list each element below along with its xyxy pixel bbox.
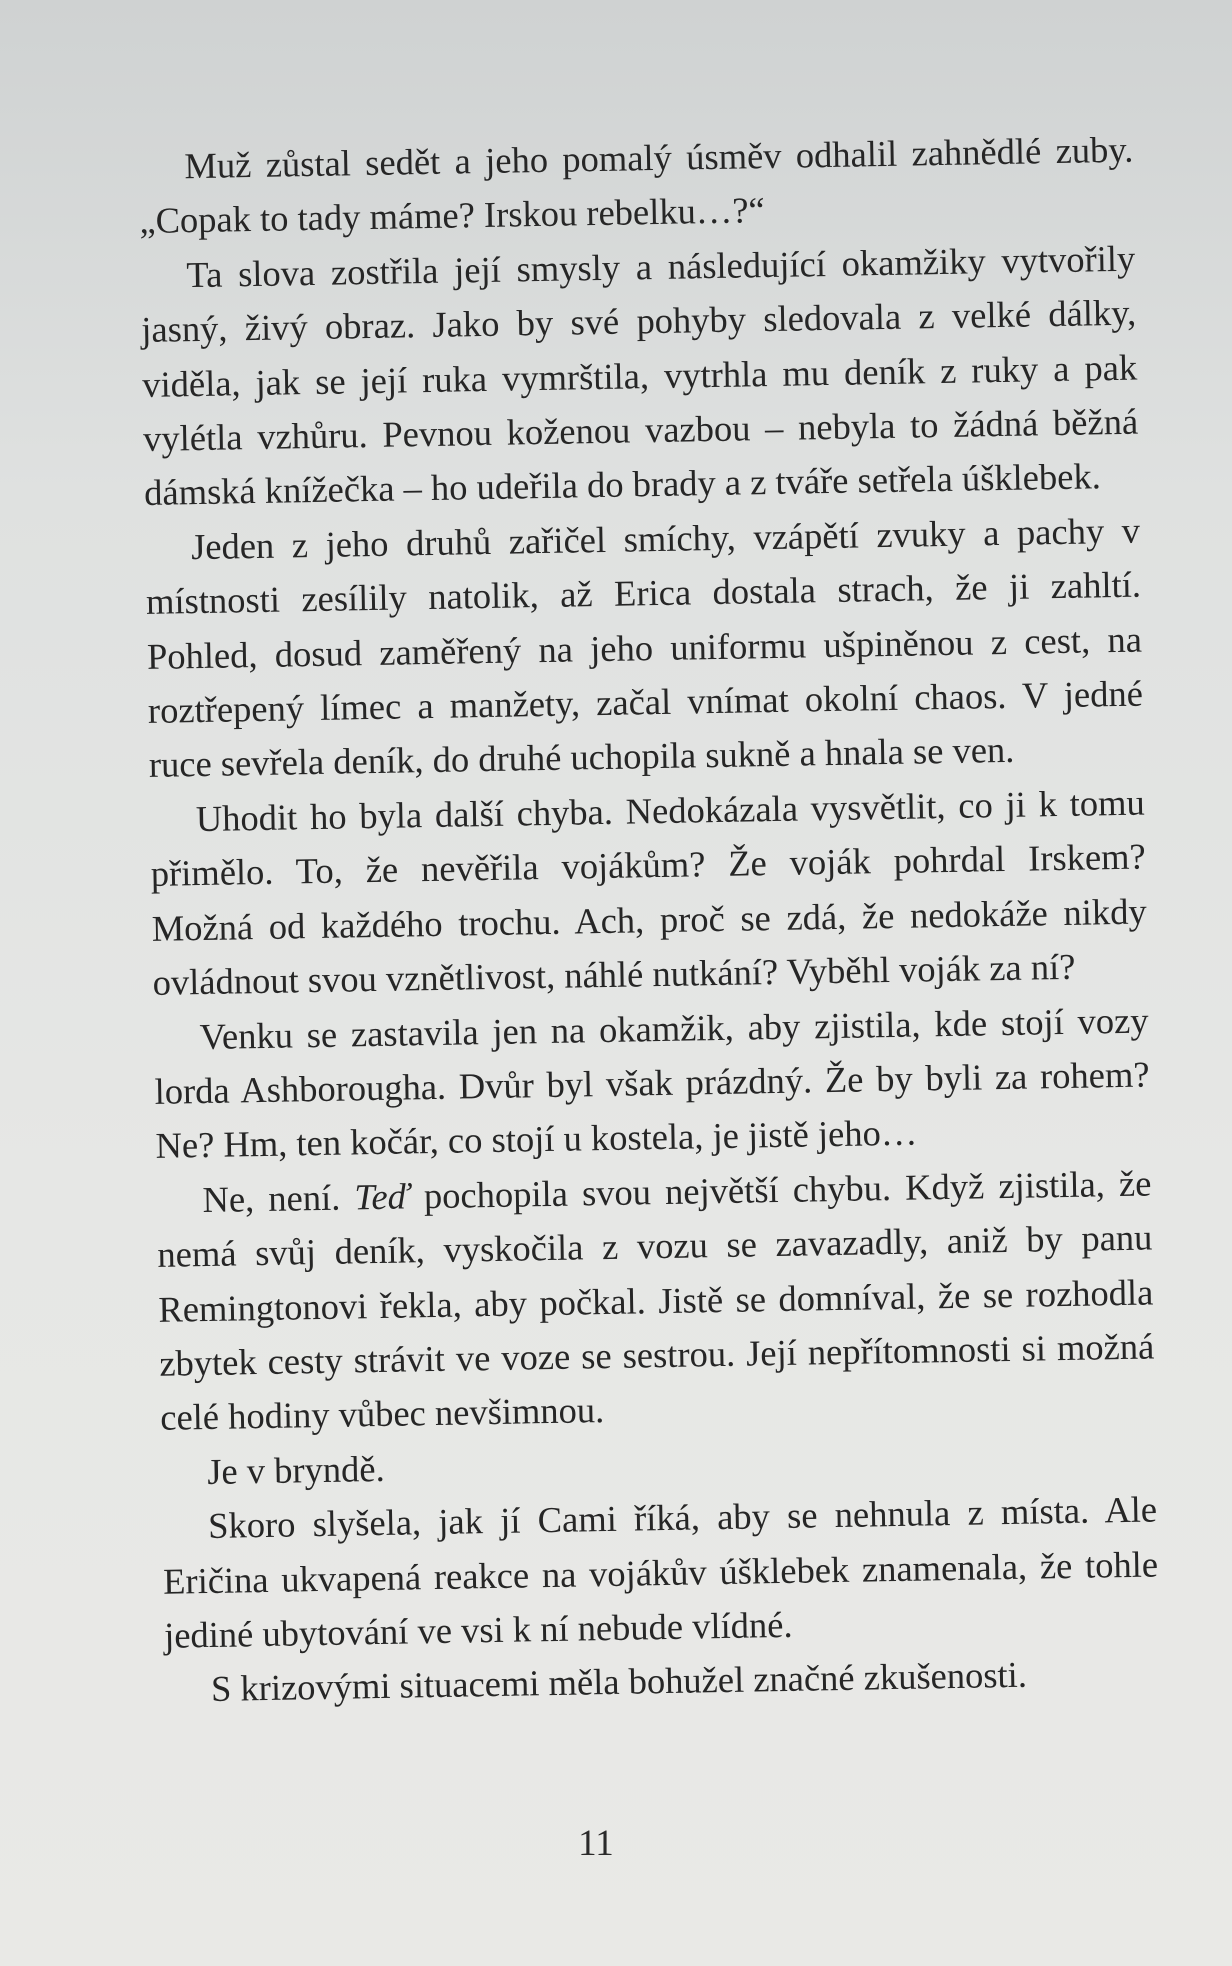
paragraph-6 xyxy=(156,1156,1156,1445)
body-text xyxy=(138,123,1160,1718)
paragraph-8: Skoro slyšela, jak jí Cami říká, aby se nehnula z místa. Ale Eričina ukvapená reakce na vojákův úšklebek znamenala, že tohle jediné ubytování ve vsi k ní nebude vlídné. xyxy=(162,1488,1159,1656)
paragraph-4: Uhodit ho byla další chyba. Nedokázala vysvětlit, co ji k tomu přimělo. To, že nevěřila vojákům? Že voják pohrdal Irskem? Možná od každého trochu. Ach, proč se zdá, že nedokáže nikdy ovládnout svou vznětlivost, náhlé nutkání? Vyběhl voják za ní? xyxy=(150,781,1147,1003)
paragraph-6-prefix: Ne, není. xyxy=(202,1176,355,1220)
paragraph-2: Ta slova zostřila její smysly a následující okamžiky vytvořily jasný, živý obraz. Jako by své pohyby sledovala z velké dálky, viděla, jak se její ruka vymrštila, vytrhla mu deník z ruky a pak vylétla vzhůru. Pevnou koženou vazbou – nebyla to žádná běžná dámská knížečka – ho udeřila do brady a z tváře setřela úšklebek. xyxy=(140,237,1139,514)
paragraph-7: Je v bryndě. xyxy=(206,1447,385,1492)
paragraph-6-italic-word: Teď xyxy=(354,1175,411,1218)
paragraph-5: Venku se zastavila jen na okamžik, aby zjistila, kde stojí vozy lorda Ashborougha. Dvůr byl však prázdný. Že by byli za rohem? Ne? Hm, ten kočár, co stojí u kostela, je jistě jeho… xyxy=(154,999,1150,1167)
paragraph-1: Muž zůstal sedět a jeho pomalý úsměv odhalil zahnědlé zuby. „Copak to tady máme? Irskou rebelku…?“ xyxy=(139,128,1134,242)
paragraph-3: Jeden z jeho druhů zařičel smíchy, vzápětí zvuky a pachy v místnosti zesílily natolik, až Erica dostala strach, že ji zahltí. Pohled, dosud zaměřený na jeho uniformu ušpiněnou z cest, na roztřepený límec a manžety, začal vnímat okolní chaos. V jedné ruce sevřela deník, do druhé uchopila sukně a hnala se ven. xyxy=(145,509,1144,786)
page-number: 11 xyxy=(578,1823,614,1864)
paragraph-9: S krizovými situacemi měla bohužel značné zkušenosti. xyxy=(210,1654,1028,1710)
paragraph-6-rest: pochopila svou největší chybu. Když zjistila, že nemá svůj deník, vyskočila z vozu se zavazadly, aniž by panu Remingtonovi řekla, aby počkal. Jistě se domníval, že se rozhodla zbytek cesty strávit ve voze se sestrou. Její nepřítomnosti si možná celé hodiny vůbec nevšimnou. xyxy=(157,1162,1155,1439)
